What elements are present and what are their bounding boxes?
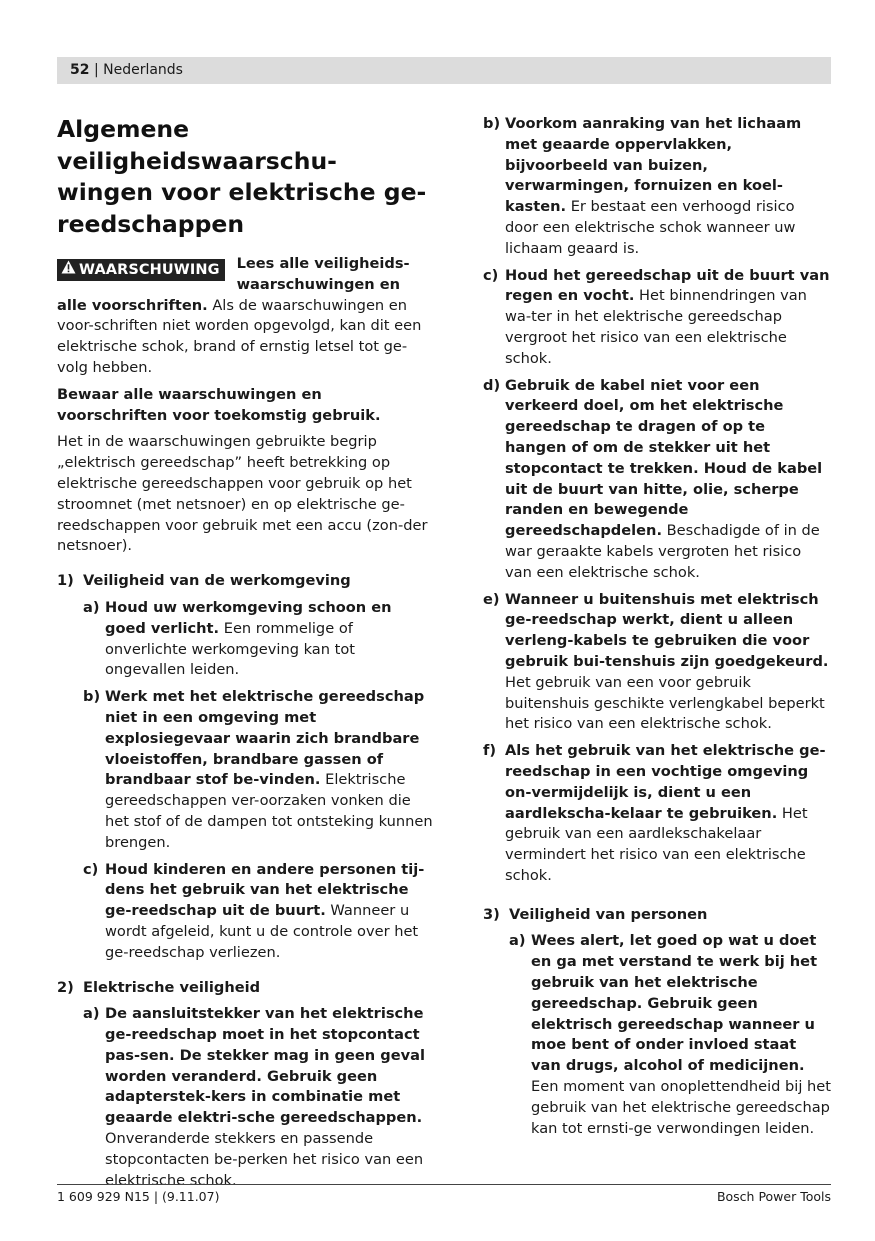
list-item: d) Gebruik de kabel niet voor een verkeerd doel, om het elektrische gereedschap te dragen of op te hangen of om de stekker uit het stopcontact te trekken. Houd de kabel uit de buurt van hitte, olie, scherpe randen en bewegende gereedschapdelen. Beschadigde of in de war geraakte kabels vergroten het risico van een elektrische schok. xyxy=(483,376,823,581)
section-1 xyxy=(57,571,433,963)
page-title: Algemene veiligheidswaarschu- wingen voor elektrische ge- reedschappen xyxy=(57,115,427,238)
section-3 xyxy=(483,905,831,1140)
section-heading: 3) Veiligheid van personen xyxy=(483,905,708,923)
section-heading: 2) Elektrische veiligheid xyxy=(57,978,261,996)
list-item: c) Houd het gereedschap uit de buurt van regen en vocht. Het binnendringen van wa-ter in het elektrische gereedschap vergroot het risico van een elektrische schok. xyxy=(483,266,830,367)
warning-block xyxy=(57,254,433,379)
section-2 xyxy=(57,978,433,1192)
page-number: 52 xyxy=(70,62,90,78)
list-item: b) Voorkom aanraking van het lichaam met geaarde oppervlakken, bijvoorbeeld van buizen, verwarmingen, fornuizen en koel-kasten. Er bestaat een verhoogd risico door een elektrische schok wanneer uw lichaam geaard is. xyxy=(483,115,802,257)
definition-text: Het in de waarschuwingen gebruikte begrip „elektrisch gereedschap” heeft betrekking op elektrische gereedschappen voor gebruik op het stroomnet (met netsnoer) en op elektrische ge-reedschappen voor gebruik met een accu (zon-der netsnoer). xyxy=(57,433,428,555)
list-item: a) De aansluitstekker van het elektrische ge-reedschap moet in het stopcontact pas-sen. De stekker mag in geen geval worden veranderd. Gebruik geen adapterstek-kers in combinatie met geaarde elektri-sche gereedschappen. Onveranderde stekkers en passende stopcontacten be-perken het risico van een elektrische schok. xyxy=(83,1005,425,1189)
page-footer xyxy=(57,1184,831,1204)
right-column xyxy=(483,114,831,1145)
footer-doc-id: 1 609 929 N15 | (9.11.07) xyxy=(57,1189,220,1204)
section-heading: 1) Veiligheid van de werkomgeving xyxy=(57,572,351,590)
page-header xyxy=(57,57,831,84)
left-column xyxy=(57,114,433,1197)
keep-notice: Bewaar alle waarschuwingen en voorschriften voor toekomstig gebruik. xyxy=(57,385,381,424)
header-text xyxy=(70,62,183,78)
header-separator: | xyxy=(93,62,99,78)
warning-triangle-icon xyxy=(61,260,76,280)
warning-text: Lees alle veiligheids-waarschuwingen en alle voorschriften. Als de waarschuwingen en voor-schriften niet worden opgevolgd, kan dit een elektrische schok, brand of ernstig letsel tot ge-volg hebben. xyxy=(57,255,422,376)
list-item: f) Als het gebruik van het elektrische ge-reedschap in een vochtige omgeving on-vermijdelijk is, dient u een aardlekscha-kelaar te gebruiken. Het gebruik van een aardlekschakelaar vermindert het risico van een elektrische schok. xyxy=(483,742,826,884)
list-item: a) Houd uw werkomgeving schoon en goed verlicht. Een rommelige of onverlichte werkomgeving kan tot ongevallen leiden. xyxy=(83,598,392,679)
list-item: a) Wees alert, let goed op wat u doet en ga met verstand te werk bij het gebruik van het elektrische gereedschap. Gebruik geen elektrisch gereedschap wanneer u moe bent of onder invloed staat van drugs, alcohol of medicijnen. Een moment van onoplettendheid bij het gebruik van het elektrische gereedschap kan tot ernsti-ge verwondingen leiden. xyxy=(509,932,831,1137)
header-language: Nederlands xyxy=(103,62,183,78)
warning-badge: WAARSCHUWING xyxy=(57,259,225,281)
list-item: b) Werk met het elektrische gereedschap niet in een omgeving met explosiegevaar waarin zich brandbare vloeistoffen, brandbare gassen of brandbaar stof be-vinden. Elektrische gereedschappen ver-oorzaken vonken die het stof of de dampen tot ontsteking kunnen brengen. xyxy=(83,688,433,851)
list-item: e) Wanneer u buitenshuis met elektrisch ge-reedschap werkt, dient u alleen verleng-kabels te gebruiken die voor gebruik bui-tenshuis zijn goedgekeurd. Het gebruik van een voor gebruik buitenshuis geschikte verlengkabel beperkt het risico van een elektrische schok. xyxy=(483,590,829,733)
footer-brand: Bosch Power Tools xyxy=(716,1189,831,1204)
list-item: c) Houd kinderen en andere personen tij-dens het gebruik van het elektrische ge-reedschap uit de buurt. Wanneer u wordt afgeleid, kunt u de controle over het ge-reedschap verliezen. xyxy=(83,860,425,961)
